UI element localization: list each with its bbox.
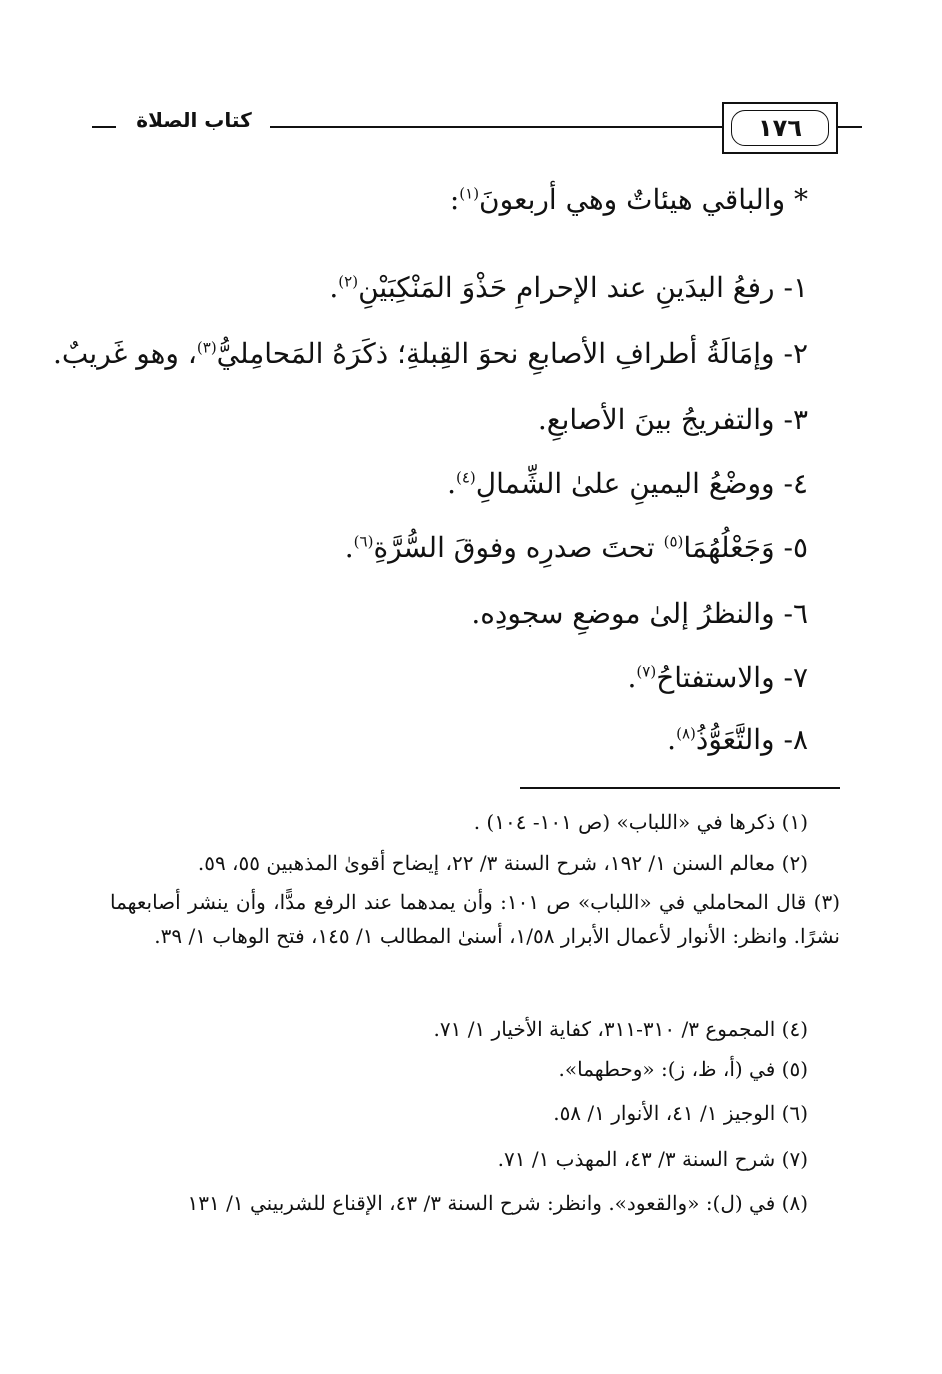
item-text: ٦- والنظرُ إلىٰ موضعِ سجودِه.: [471, 597, 808, 630]
footnote-ref: (٣): [196, 338, 217, 357]
list-item: [53, 334, 808, 374]
item-end: .: [329, 271, 339, 304]
footnote-ref: (٧): [636, 662, 657, 681]
intro-line: [450, 180, 808, 220]
item-end: ، وهو غَريبٌ.: [53, 337, 197, 370]
footnote-separator: [520, 787, 840, 789]
footnote: (٥) في (أ، ظ، ز): «وحطهما».: [558, 1057, 808, 1081]
footnote-ref: (٢): [338, 272, 359, 291]
footnote-ref: (٨): [676, 724, 696, 743]
item-middle: تحتَ صدرِه وفوقَ السُّرَّةِ: [373, 531, 664, 564]
list-item: [345, 528, 808, 568]
footnote-ref: (٥): [663, 532, 684, 551]
footnote: (١) ذكرها في «اللباب» (ص ١٠١- ١٠٤) .: [473, 810, 808, 834]
footnote: (٣) قال المحاملي في «اللباب» ص ١٠١: وأن يمدهما عند الرفع مدًّا، وأن ينشر أصابعهما نشرًا. وانظر: الأنوار لأعمال الأبرار ١/٥٨، أسنىٰ المطالب ١/ ١٤٥، فتح الوهاب ١/ ٣٩.: [110, 890, 841, 948]
header-rule-left: [92, 126, 116, 128]
page-number: ١٧٦: [731, 110, 829, 146]
running-title: كتاب الصلاة: [136, 108, 252, 132]
item-end: .: [344, 531, 354, 564]
item-text: ١- رفعُ اليدَينِ عند الإحرامِ حَذْوَ المَنْكِبَيْنِ: [358, 271, 808, 304]
running-header: [0, 96, 942, 162]
footnote-ref: (٤): [456, 468, 476, 487]
item-text: ٤- ووضْعُ اليمينِ علىٰ الشِّمالِ: [475, 467, 808, 500]
intro-text: * والباقي هيئاتٌ وهي أربعونَ: [479, 183, 808, 216]
item-end: .: [447, 467, 456, 500]
page-number-frame: [722, 102, 838, 154]
item-text: ٢- وإمَالَةُ أطرافِ الأصابعِ نحوَ القِبلةِ؛ ذكَرَهُ المَحامِليُّ: [216, 337, 808, 370]
list-item: [538, 400, 808, 440]
footnote: (٧) شرح السنة ٣/ ٤٣، المهذب ١/ ٧١.: [497, 1147, 808, 1171]
footnote: (٤) المجموع ٣/ ٣١٠-٣١١، كفاية الأخيار ١/ ٧١.: [433, 1017, 808, 1041]
header-rule-middle: [270, 126, 722, 128]
header-rule-right: [838, 126, 862, 128]
list-item: [329, 268, 808, 308]
item-text: ٧- والاستفتاحُ: [656, 661, 808, 694]
footnote-ref: (٦): [353, 532, 374, 551]
list-item: [447, 464, 808, 504]
item-text: ٥- وَجَعْلُهُمَا: [683, 531, 808, 564]
list-item: [667, 720, 808, 760]
footnote-ref: (١): [459, 184, 480, 203]
item-text: ٣- والتفريجُ بينَ الأصابعِ.: [537, 403, 808, 436]
list-item: [471, 594, 808, 634]
footnote: (٨) في (ل): «والقعود». وانظر: شرح السنة ٣/ ٤٣، الإقناع للشربيني ١/ ١٣١: [187, 1191, 808, 1215]
item-text: ٨- والتَّعَوُّذُ: [695, 723, 808, 756]
item-end: .: [627, 661, 637, 694]
footnote: (٢) معالم السنن ١/ ١٩٢، شرح السنة ٣/ ٢٢، إيضاح أقوىٰ المذهبين ٥٥، ٥٩.: [197, 851, 808, 875]
list-item: [628, 658, 809, 698]
footnote: (٦) الوجيز ١/ ٤١، الأنوار ١/ ٥٨.: [553, 1101, 808, 1125]
item-end: .: [667, 723, 677, 756]
intro-end: :: [449, 183, 460, 216]
